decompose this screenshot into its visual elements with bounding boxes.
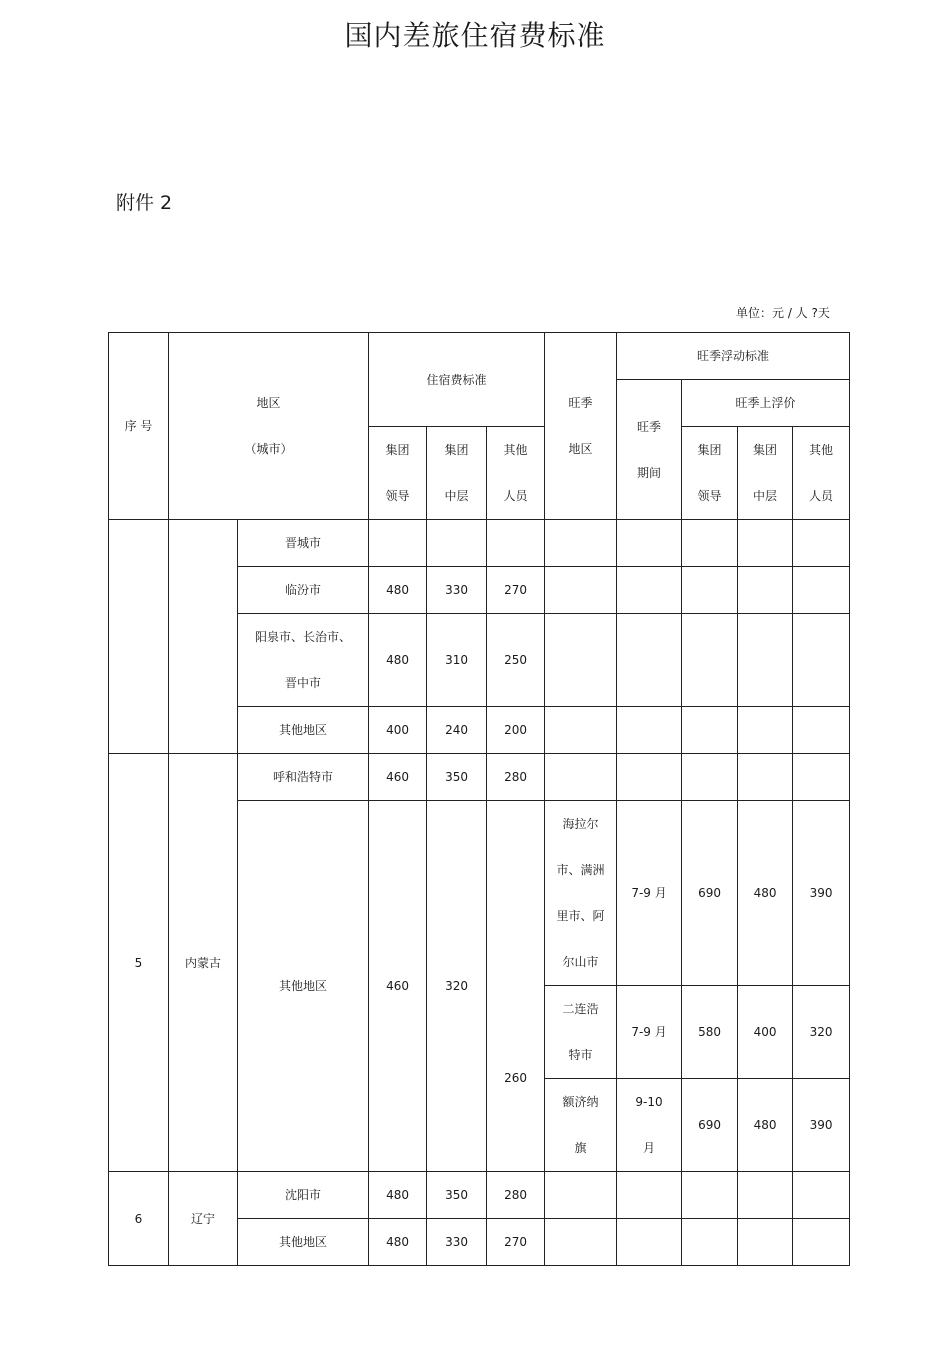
value-cell: 690 [682,801,738,986]
value-cell: 390 [793,801,850,986]
header-region: 地区 （城市） [169,333,369,520]
header-other-staff: 其他 人员 [487,427,545,520]
value-cell: 350 [427,1172,487,1219]
header-seq: 序 号 [109,333,169,520]
region-cell [169,520,238,754]
value-cell: 460 [369,754,427,801]
value-cell: 260 [487,986,545,1172]
header-peak-markup: 旺季上浮价 [682,380,850,427]
value-cell: 390 [793,1079,850,1172]
value-cell: 240 [427,707,487,754]
value-cell: 480 [369,567,427,614]
seq-cell: 6 [109,1172,169,1266]
value-cell: 270 [487,567,545,614]
city-cell: 其他地区 [238,707,369,754]
peak-area-cell: 海拉尔 市、满洲 里市、阿 尔山市 [545,801,617,986]
city-cell: 其他地区 [238,1219,369,1266]
peak-period-cell: 7-9 月 [617,801,682,986]
header-lodging-standard: 住宿费标准 [369,333,545,427]
header-group-middle: 集团 中层 [427,427,487,520]
value-cell: 330 [427,1219,487,1266]
seq-cell: 5 [109,754,169,1172]
region-cell: 内蒙古 [169,754,238,1172]
value-cell: 480 [738,801,793,986]
header-peak-other-staff: 其他 人员 [793,427,850,520]
value-cell: 460 [369,801,427,1172]
value-cell: 690 [682,1079,738,1172]
value-cell: 400 [369,707,427,754]
city-cell: 呼和浩特市 [238,754,369,801]
value-cell: 270 [487,1219,545,1266]
empty-cell [487,801,545,986]
value-cell: 580 [682,986,738,1079]
attachment-label: 附件 2 [116,192,173,214]
peak-period-cell: 9-10 月 [617,1079,682,1172]
peak-period-cell: 7-9 月 [617,986,682,1079]
value-cell: 480 [738,1079,793,1172]
value-cell: 280 [487,754,545,801]
header-peak-area: 旺季 地区 [545,333,617,520]
header-group-leader: 集团 领导 [369,427,427,520]
table-row [109,754,850,801]
value-cell: 480 [369,614,427,707]
lodging-standard-table [108,332,850,1266]
value-cell: 250 [487,614,545,707]
value-cell: 480 [369,1172,427,1219]
city-cell: 阳泉市、长治市、 晋中市 [238,614,369,707]
value-cell: 480 [369,1219,427,1266]
table-row [109,520,850,567]
value-cell: 280 [487,1172,545,1219]
seq-cell [109,520,169,754]
value-cell: 330 [427,567,487,614]
value-cell: 320 [793,986,850,1079]
city-cell: 沈阳市 [238,1172,369,1219]
page-title: 国内差旅住宿费标准 [344,19,606,52]
value-cell: 400 [738,986,793,1079]
peak-area-cell: 额济纳 旗 [545,1079,617,1172]
value-cell: 200 [487,707,545,754]
value-cell: 310 [427,614,487,707]
header-row [109,333,850,380]
header-peak-float-standard: 旺季浮动标准 [617,333,850,380]
region-cell: 辽宁 [169,1172,238,1266]
table-row [109,1172,850,1219]
peak-area-cell: 二连浩 特市 [545,986,617,1079]
city-cell: 临汾市 [238,567,369,614]
unit-label: 单位：元 / 人 ?天 [736,306,830,320]
header-peak-group-middle: 集团 中层 [738,427,793,520]
value-cell: 350 [427,754,487,801]
city-cell: 晋城市 [238,520,369,567]
city-cell: 其他地区 [238,801,369,1172]
header-peak-group-leader: 集团 领导 [682,427,738,520]
header-peak-period: 旺季 期间 [617,380,682,520]
value-cell: 320 [427,801,487,1172]
